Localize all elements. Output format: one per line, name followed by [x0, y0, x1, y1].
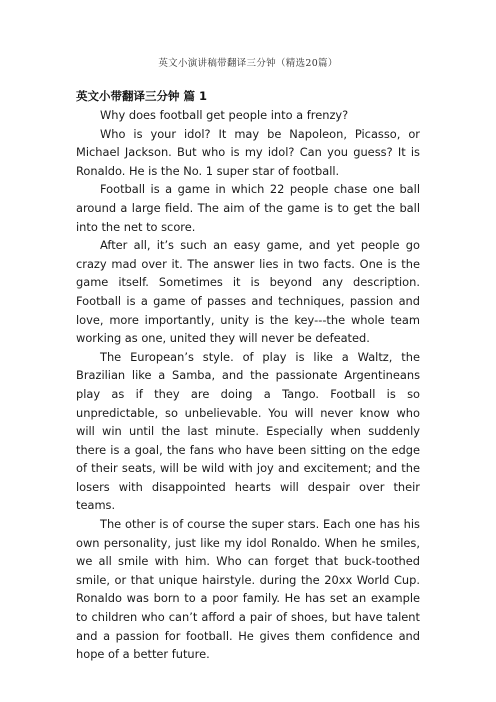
paragraph-idol: Who is your idol? It may be Napoleon, Picasso, or Michael Jackson. But who is my idol? Can you guess? It is Ronaldo. He is the No. 1 super star of football.	[76, 126, 420, 178]
paragraph-two-facts: After all, it’s such an easy game, and yet people go crazy mad over it. The answer lies in two facts. One is the game itself. Sometimes it is beyond any description. Football is a game of passes and techniques, passion and love, more importantly, unity is the key---the whole team working as one, united they will never be defeated.	[76, 238, 420, 346]
paragraph-super-stars: The other is of course the super stars. Each one has his own personality, just like my idol Ronaldo. When he smiles, we all smile with him. Who can forget that buck-toothed smile, or that unique hairstyle. during the 20xx World Cup. Ronaldo was born to a poor family. He has set an example to children who can’t afford a pair of shoes, but have talent and a passion for football. He gives them confidence and hope of a better future.	[76, 517, 420, 662]
paragraph-question: Why does football get people into a frenzy?	[100, 108, 349, 122]
paragraph-styles-of-play: The European’s style. of play is like a Waltz, the Brazilian like a Samba, and the passionate Argentineans play as if they are doing a Tango. Football is so unpredictable, so unbelievable. You will never know who will win until the last minute. Especially when suddenly there is a goal, the fans who have been sitting on the edge of their seats, will be wild with joy and excitement; and the losers with disappointed hearts will despair over their teams.	[76, 349, 420, 513]
article-body	[76, 86, 420, 664]
paragraph-game-definition: Football is a game in which 22 people chase one ball around a large field. The aim of the game is to get the ball into the net to score.	[76, 182, 420, 234]
article-title: 英文小带翻译三分钟 篇 1	[76, 89, 208, 103]
running-header: 英文小演讲稿带翻译三分钟（精选20篇）	[158, 58, 338, 69]
